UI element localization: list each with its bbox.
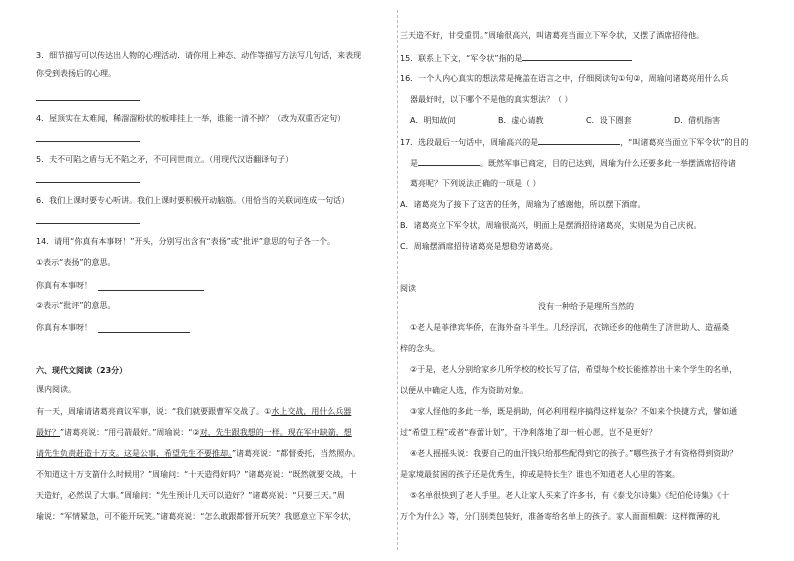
passage-line-2: 最好？”诸葛亮说：“用弓箭最好。”周瑜说：“②对，先生跟我想的一样。现在军中缺箭，想	[36, 428, 352, 437]
question-14-part1-answer-prefix: 你真有本事呀！	[36, 281, 92, 290]
question-17-option-b: B．诸葛亮立下军令状，周瑜很高兴，明面上是摆酒招待诸葛亮，实则是为自己庆祝。	[400, 221, 702, 230]
question-3-line2: 你受到表扬后的心理。	[36, 69, 116, 78]
question-3-line1: 3．细节描写可以传达出人物的心理活动．请你用上神态、动作等描写方法写几句话，来表现	[36, 51, 362, 60]
question-17-option-a: A．诸葛亮为了接下了这苦的任务，周瑜为了感谢他，所以摆下酒席。	[400, 200, 646, 209]
question-16-option-b: B．虚心请教	[498, 116, 544, 125]
article-para-5-line2: 万个为什么》等，分门别类包装好，准备寄给名单上的孩子。家人面面相觑：这样微薄的礼	[400, 512, 720, 521]
answer-line-3	[36, 100, 140, 101]
question-5: 5．夫不可陷之盾与无不陷之矛，不可同世而立。（用现代汉语翻译句子）	[36, 155, 294, 164]
passage-line-3: 请先生负责赶造十万支。这是公事，希望先生不要推却。”诸葛亮说：“都督委托，当然照办。	[36, 449, 361, 458]
subheading-in-class-reading: 课内阅读。	[36, 385, 76, 394]
answer-line-14-1	[98, 290, 204, 291]
question-14-part1: ①表示“表扬”的意思。	[36, 258, 116, 267]
article-para-2-line1: ②于是，老人分别给家乡几所学校的校长写了信，希望每个校长能推荐出十来个学生的名单，	[410, 365, 738, 374]
question-16-line1: 16．一个人内心真实的想法常是掩盖在语言之中，仔细阅读句①句②，周瑜问诸葛亮用什么兵	[400, 74, 729, 83]
article-para-5-line1: ⑤名单很快到了老人手里。老人让家人买来了许多书，有《泰戈尔诗集》《纪伯伦诗集》《十	[410, 491, 730, 500]
column-divider	[397, 10, 398, 550]
question-16-option-c: C．设下圈套	[586, 116, 632, 125]
passage-line-5: 天造好，必然误了大事。”周瑜问：“先生预计几天可以造好？”诸葛亮说：“只要三天。”周	[36, 491, 345, 500]
answer-blank-15	[522, 52, 632, 61]
passage-line-1: 有一天，周瑜请诸葛亮商议军事，说：“我们就要跟曹军交战了。①水上交战，用什么兵器	[36, 407, 352, 416]
answer-line-14-2	[98, 332, 190, 333]
left-column	[36, 0, 390, 561]
question-16-line2: 器最好时，以下哪个不是他的真实想法？（ ）	[410, 95, 573, 104]
question-17-line1: 17．选段最后一句话中，周瑜高兴的是 ，“叫诸葛亮当面立下军令状”的目的	[400, 138, 749, 147]
question-4: 4．屋顶实在太难闻，稀溜溜粉状的板啡挂上一举，谁能一清不掉？（改为双重否定句）	[36, 114, 346, 123]
article-para-3-line2: 过“希望工程”或者“春蕾计划”，干净利落地了却一桩心愿，岂不是更好？	[400, 428, 657, 437]
question-17-line3: 葛亮呢？下列说法正确的一项是（ ）	[410, 179, 541, 188]
answer-blank-17-2	[418, 157, 480, 166]
article-para-1-line2: 梓的念头。	[400, 344, 440, 353]
right-column	[400, 0, 772, 561]
reading-label: 阅读	[400, 284, 416, 293]
question-16-option-d: D．借机指害	[674, 116, 721, 125]
question-14-part2: ②表示“批评”的意思。	[36, 301, 116, 310]
article-para-4-line2: 是家境最贫困的孩子还是优秀生，抑或是特长生？谁也不知道老人心里的答案。	[400, 470, 680, 479]
passage-line-6: 瑜说：“军情紧急，可不能开玩笑。”诸葛亮说：“怎么敢跟都督开玩笑？我愿意立下军令状，	[36, 512, 357, 521]
question-16-option-a: A．明知故问	[410, 116, 456, 125]
question-15: 15．联系上下文，“军令状”指的是	[400, 52, 632, 64]
article-para-1-line1: ①老人是菲律宾华侨，在海外奋斗半生。几经浮沉，衣锦还乡的他萌生了济世助人、造福桑	[410, 323, 730, 332]
answer-blank-17-1	[538, 136, 620, 145]
answer-line-6	[36, 223, 140, 224]
passage-line-4: 不知道这十万支箭什么时候用？”周瑜问：“十天造得好吗？”诸葛亮说：“既然就要交战，十	[36, 470, 357, 479]
question-6: 6．我们上课时要专心听讲。我们上课时要积极开动脑筋。（用恰当的关联词连成一句话）	[36, 196, 350, 205]
question-17-option-c: C．周瑜摆酒席招待诸葛亮是想稳劳诸葛亮。	[400, 242, 558, 251]
answer-line-5	[36, 182, 140, 183]
article-title: 没有一种给予是理所当然的	[538, 302, 634, 311]
question-14: 14．请用“你真有本事呀！”开头，分别写出含有“表扬”或“批评”意思的句子各一个。	[36, 237, 336, 246]
section-6-heading: 六、现代文阅读（23分）	[36, 366, 128, 375]
answer-line-4	[36, 141, 140, 142]
question-17-line2: 是 。既然军事已商定，目的已达到，周瑜为什么还要多此一举摆酒席招待诸	[410, 159, 736, 168]
article-para-4-line1: ④老人摇摇头说：我要自己的血汗钱只给那些配得到它的孩子。”哪些孩子才有资格得到资助？	[410, 449, 738, 458]
article-para-2-line2: 以便从中确定人选，作为资助对象。	[400, 386, 528, 395]
article-para-3-line1: ③家人怪他的多此一举，既是捐助，何必利用程序搞得这样复杂？不如来个快捷方式，譬如通	[410, 407, 738, 416]
passage-continuation: 三天造不好，甘受重罚。”周瑜很高兴，叫诸葛亮当面立下军令状，又摆了酒席招待他。	[400, 31, 705, 40]
question-14-part2-answer-prefix: 你真有本事呀！	[36, 323, 92, 332]
